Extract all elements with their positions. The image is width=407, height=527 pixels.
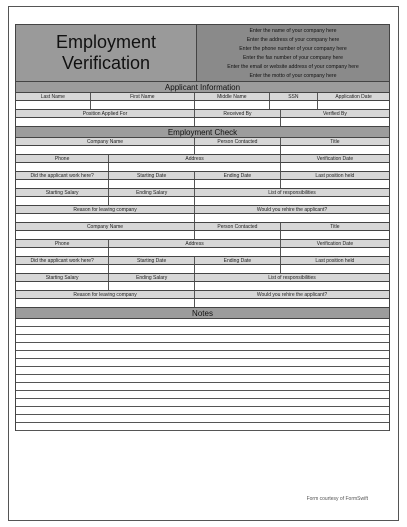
title-label: Title bbox=[330, 224, 340, 230]
employment-1-input-row-5 bbox=[15, 214, 390, 223]
responsibilities-label: List of responsibilities bbox=[268, 190, 316, 196]
notes-line[interactable] bbox=[16, 383, 389, 391]
employment-2-input-row-2 bbox=[15, 248, 390, 257]
verified-by-field[interactable] bbox=[281, 118, 389, 126]
starting-date-label: Starting Date bbox=[109, 257, 195, 264]
company-name-field[interactable] bbox=[16, 231, 195, 239]
notes-section-header: Notes bbox=[15, 308, 390, 319]
last-position-label: Last position held bbox=[315, 173, 355, 179]
worked-here-label: Did the applicant work here? bbox=[16, 257, 109, 264]
first-name-field[interactable] bbox=[91, 101, 195, 109]
person-contacted-label: Person Contacted bbox=[195, 138, 281, 145]
responsibilities-field[interactable] bbox=[195, 197, 389, 205]
company-motto-line: Enter the motto of your company here bbox=[249, 72, 337, 79]
last-position-field[interactable] bbox=[281, 180, 389, 188]
application-date-field[interactable] bbox=[318, 101, 389, 109]
address-label: Address bbox=[109, 155, 281, 162]
title-field[interactable] bbox=[281, 146, 389, 154]
employment-1-input-row-4 bbox=[15, 197, 390, 206]
employment-2-input-row-3 bbox=[15, 265, 390, 274]
ending-date-field[interactable] bbox=[195, 265, 281, 273]
footer-credit: Form courtesy of FormSwift bbox=[306, 496, 368, 502]
phone-label: Phone bbox=[16, 155, 109, 162]
company-address-line: Enter the address of your company here bbox=[246, 36, 340, 43]
ending-salary-label: Ending Salary bbox=[109, 274, 195, 281]
employment-2-input-row-4 bbox=[15, 282, 390, 291]
starting-date-field[interactable] bbox=[109, 180, 195, 188]
verified-by-label: Verified By bbox=[322, 111, 347, 117]
person-contacted-label: Person Contacted bbox=[195, 223, 281, 230]
address-field[interactable] bbox=[109, 248, 281, 256]
last-name-field[interactable] bbox=[16, 101, 91, 109]
employment-2-input-row-5 bbox=[15, 299, 390, 308]
first-name-label: First Name bbox=[91, 93, 195, 100]
form-header bbox=[15, 24, 390, 82]
responsibilities-label: List of responsibilities bbox=[268, 275, 316, 281]
employment-2-label-row-3 bbox=[15, 257, 390, 265]
rehire-label: Would you rehire the applicant? bbox=[256, 207, 328, 213]
person-contacted-field[interactable] bbox=[195, 231, 281, 239]
applicant-input-row-2 bbox=[15, 118, 390, 127]
title-field[interactable] bbox=[281, 231, 389, 239]
address-field[interactable] bbox=[109, 163, 281, 171]
company-web-line: Enter the email or website address of your company here bbox=[227, 63, 359, 70]
notes-line[interactable] bbox=[16, 319, 389, 327]
ending-date-field[interactable] bbox=[195, 180, 281, 188]
person-contacted-field[interactable] bbox=[195, 146, 281, 154]
ending-date-label: Ending Date bbox=[195, 172, 281, 179]
ending-salary-field[interactable] bbox=[109, 197, 195, 205]
address-label: Address bbox=[109, 240, 281, 247]
company-name-field[interactable] bbox=[16, 146, 195, 154]
ssn-label: SSN bbox=[270, 93, 318, 100]
reason-leaving-label: Reason for leaving company bbox=[16, 206, 195, 213]
rehire-field[interactable] bbox=[195, 299, 389, 307]
employment-2-input-row-1 bbox=[15, 231, 390, 240]
notes-line[interactable] bbox=[16, 327, 389, 335]
phone-field[interactable] bbox=[16, 248, 109, 256]
notes-line[interactable] bbox=[16, 391, 389, 399]
verification-date-label: Verification Date bbox=[316, 156, 354, 162]
starting-date-label: Starting Date bbox=[109, 172, 195, 179]
phone-label: Phone bbox=[16, 240, 109, 247]
employment-2-label-row-2 bbox=[15, 240, 390, 248]
starting-date-field[interactable] bbox=[109, 265, 195, 273]
middle-name-field[interactable] bbox=[195, 101, 270, 109]
employment-section-header: Employment Check bbox=[15, 127, 390, 138]
worked-here-field[interactable] bbox=[16, 180, 109, 188]
applicant-section-header: Applicant Information bbox=[15, 82, 390, 93]
ssn-field[interactable] bbox=[270, 101, 318, 109]
starting-salary-field[interactable] bbox=[16, 197, 109, 205]
employment-1-label-row-2 bbox=[15, 155, 390, 163]
company-fax-line: Enter the fax number of your company here bbox=[242, 54, 344, 61]
received-by-label: Received By bbox=[195, 110, 281, 117]
verification-date-label: Verification Date bbox=[316, 241, 354, 247]
notes-line[interactable] bbox=[16, 399, 389, 407]
employment-2-label-row-4 bbox=[15, 274, 390, 282]
title-box bbox=[16, 25, 197, 81]
company-name-label: Company Name bbox=[16, 138, 195, 145]
rehire-label: Would you rehire the applicant? bbox=[256, 292, 328, 298]
applicant-label-row-1 bbox=[15, 93, 390, 101]
employment-1-label-row-5 bbox=[15, 206, 390, 214]
last-position-field[interactable] bbox=[281, 265, 389, 273]
last-name-label: Last Name bbox=[16, 93, 91, 100]
notes-line[interactable] bbox=[16, 335, 389, 343]
received-by-field[interactable] bbox=[195, 118, 281, 126]
title-label: Title bbox=[330, 139, 340, 145]
notes-line[interactable] bbox=[16, 415, 389, 423]
employment-1-input-row-2 bbox=[15, 163, 390, 172]
notes-line[interactable] bbox=[16, 375, 389, 383]
position-applied-label: Position Applied For bbox=[16, 110, 195, 117]
application-date-label: Application Date bbox=[335, 94, 372, 100]
notes-area[interactable] bbox=[15, 319, 390, 431]
ending-date-label: Ending Date bbox=[195, 257, 281, 264]
company-name-label: Company Name bbox=[16, 223, 195, 230]
notes-line[interactable] bbox=[16, 359, 389, 367]
employment-1-label-row-1 bbox=[15, 138, 390, 146]
employment-1-input-row-3 bbox=[15, 180, 390, 189]
worked-here-label: Did the applicant work here? bbox=[16, 172, 109, 179]
applicant-input-row-1 bbox=[15, 101, 390, 110]
company-name-line: Enter the name of your company here bbox=[249, 27, 337, 34]
company-phone-line: Enter the phone number of your company here bbox=[239, 45, 347, 52]
employment-1-label-row-3 bbox=[15, 172, 390, 180]
company-contact-block bbox=[197, 25, 389, 81]
phone-field[interactable] bbox=[16, 163, 109, 171]
reason-leaving-field[interactable] bbox=[16, 299, 195, 307]
form-title: Employment Verification bbox=[55, 32, 157, 73]
employment-2-label-row-1 bbox=[15, 223, 390, 231]
reason-leaving-field[interactable] bbox=[16, 214, 195, 222]
worked-here-field[interactable] bbox=[16, 265, 109, 273]
starting-salary-label: Starting Salary bbox=[16, 189, 109, 196]
last-position-label: Last position held bbox=[315, 258, 355, 264]
employment-2-label-row-5 bbox=[15, 291, 390, 299]
rehire-field[interactable] bbox=[195, 214, 389, 222]
notes-line[interactable] bbox=[16, 351, 389, 359]
notes-line[interactable] bbox=[16, 423, 389, 431]
position-applied-field[interactable] bbox=[16, 118, 195, 126]
applicant-label-row-2 bbox=[15, 110, 390, 118]
notes-line[interactable] bbox=[16, 367, 389, 375]
verification-date-field[interactable] bbox=[281, 163, 389, 171]
ending-salary-label: Ending Salary bbox=[109, 189, 195, 196]
form-page bbox=[8, 6, 399, 521]
employment-1-label-row-4 bbox=[15, 189, 390, 197]
starting-salary-field[interactable] bbox=[16, 282, 109, 290]
employment-verification-form bbox=[15, 24, 390, 431]
employment-1-input-row-1 bbox=[15, 146, 390, 155]
starting-salary-label: Starting Salary bbox=[16, 274, 109, 281]
ending-salary-field[interactable] bbox=[109, 282, 195, 290]
reason-leaving-label: Reason for leaving company bbox=[16, 291, 195, 298]
middle-name-label: Middle Name bbox=[195, 93, 270, 100]
verification-date-field[interactable] bbox=[281, 248, 389, 256]
notes-line[interactable] bbox=[16, 407, 389, 415]
responsibilities-field[interactable] bbox=[195, 282, 389, 290]
notes-line[interactable] bbox=[16, 343, 389, 351]
